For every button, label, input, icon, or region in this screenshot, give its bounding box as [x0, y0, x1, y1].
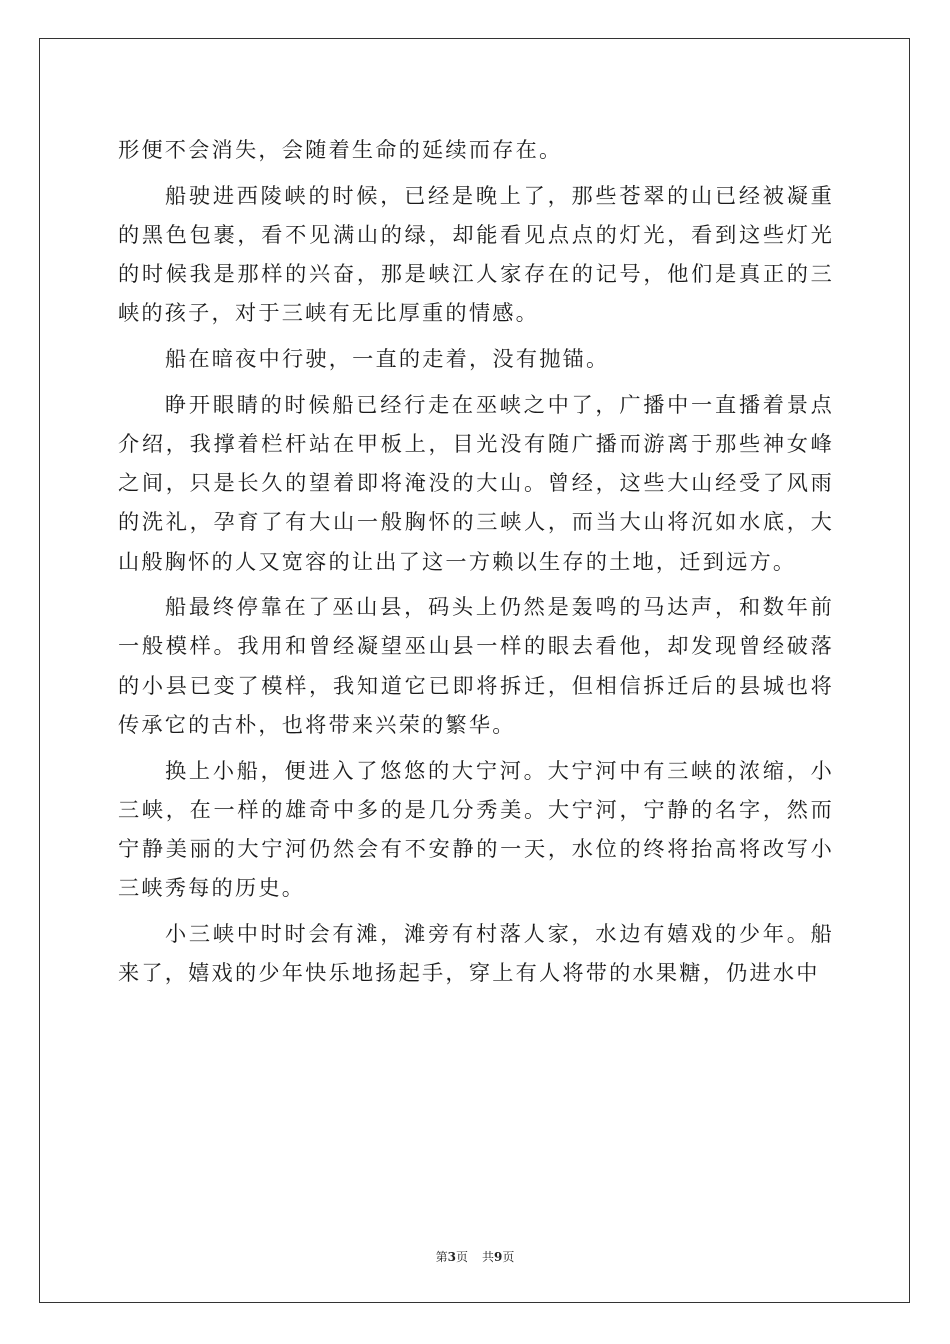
paragraph-6: 换上小船，便进入了悠悠的大宁河。大宁河中有三峡的浓缩，小三峡，在一样的雄奇中多的是几分秀美。大宁河，宁静的名字，然而宁静美丽的大宁河仍然会有不安静的一天，水位的终将抬高将改写小三峡秀每的历史。 — [118, 757, 834, 901]
paragraph-2: 船驶进西陵峡的时候，已经是晚上了，那些苍翠的山已经被凝重的黑色包裹，看不见满山的绿，却能看见点点的灯光，看到这些灯光的时候我是那样的兴奋，那是峡江人家存在的记号，他们是真正的三峡的孩子，对于三峡有无比厚重的情感。 — [118, 182, 834, 326]
document-body — [118, 130, 834, 999]
total-label-suffix: 页 — [502, 1250, 515, 1264]
paragraph-4: 睁开眼睛的时候船已经行走在巫峡之中了，广播中一直播着景点介绍，我撑着栏杆站在甲板上，目光没有随广播而游离于那些神女峰之间，只是长久的望着即将淹没的大山。曾经，这些大山经受了风雨的洗礼，孕育了有大山一般胸怀的三峡人，而当大山将沉如水底，大山般胸怀的人又宽容的让出了这一方赖以生存的土地，迁到远方。 — [118, 391, 834, 574]
page-label-suffix: 页 — [455, 1250, 468, 1264]
current-page-number: 3 — [447, 1250, 456, 1264]
total-label-prefix: 共 — [482, 1250, 495, 1264]
page-footer — [0, 1248, 950, 1265]
paragraph-7: 小三峡中时时会有滩，滩旁有村落人家，水边有嬉戏的少年。船来了，嬉戏的少年快乐地扬起手，穿上有人将带的水果糖，仍进水中 — [118, 920, 834, 986]
paragraph-5: 船最终停靠在了巫山县，码头上仍然是轰鸣的马达声，和数年前一般模样。我用和曾经凝望巫山县一样的眼去看他，却发现曾经破落的小县已变了模样，我知道它已即将拆迁，但相信拆迁后的县城也将传承它的古朴，也将带来兴荣的繁华。 — [118, 594, 834, 737]
total-page-count: 9 — [494, 1250, 503, 1264]
page-label-prefix: 第 — [435, 1250, 448, 1264]
paragraph-1: 形便不会消失，会随着生命的延续而存在。 — [118, 137, 563, 162]
paragraph-3: 船在暗夜中行驶，一直的走着，没有抛锚。 — [165, 346, 610, 372]
